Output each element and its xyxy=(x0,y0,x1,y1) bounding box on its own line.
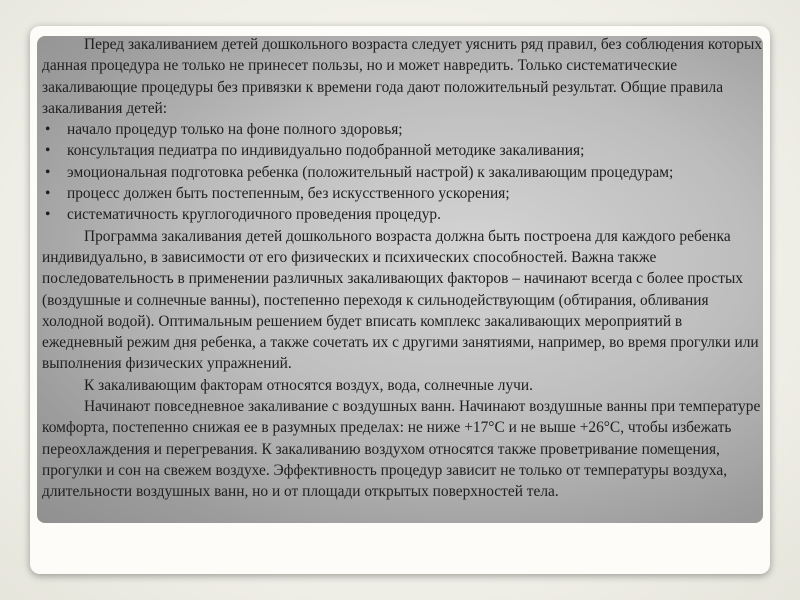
rule-item: • систематичность круглогодичного проведения процедур. xyxy=(42,204,766,225)
rule-item: • консультация педиатра по индивидуально подобранной методике закаливания; xyxy=(42,140,766,161)
intro-paragraph: Перед закаливанием детей дошкольного возраста следует уяснить ряд правил, без соблюдения которых данная процедура не только не принесет пользы, но и может навредить. Только систематические закаливающие процедуры без привязки к времени года дают положительный результат. Общие правила закаливания детей: xyxy=(42,36,763,117)
air-baths-paragraph: Начинают повседневное закаливание с воздушных ванн. Начинают воздушные ванны при температуре комфорта, постепенно снижая ее в разумных пределах: не ниже +17°С и не выше +26°С, чтобы избежать переохлаждения и перегревания. К закаливанию воздухом относятся также проветривание помещения, прогулки и сон на свежем воздухе. Эффективность процедур зависит не только от температуры воздуха, длительности воздушных ванн, но и от площади открытых поверхностей тела. xyxy=(42,398,761,501)
hardening-rules-list xyxy=(42,119,766,225)
program-paragraph: Программа закаливания детей дошкольного возраста должна быть построена для каждого ребенка индивидуально, в зависимости от его физических и психических способностей. Важна также последовательность в применении различных закаливающих факторов – начинают всегда с более простых (воздушные и солнечные ванны), постепенно переходя к сильнодействующим (обтирания, обливания холодной водой). Оптимальным решением будет вписать комплекс закаливающих мероприятий в ежедневный режим дня ребенка, а также сочетать их с другими занятиями, например, во время прогулки или выполнения физических упражнений. xyxy=(42,227,759,373)
rule-item: • эмоциональная подготовка ребенка (положительный настрой) к закаливающим процедурам; xyxy=(42,162,766,183)
rule-item: • начало процедур только на фоне полного здоровья; xyxy=(42,119,766,140)
factors-paragraph: К закаливающим факторам относятся воздух, вода, солнечные лучи. xyxy=(84,376,533,394)
rule-item: • процесс должен быть постепенным, без искусственного ускорения; xyxy=(42,183,766,204)
slide-text xyxy=(42,34,766,503)
